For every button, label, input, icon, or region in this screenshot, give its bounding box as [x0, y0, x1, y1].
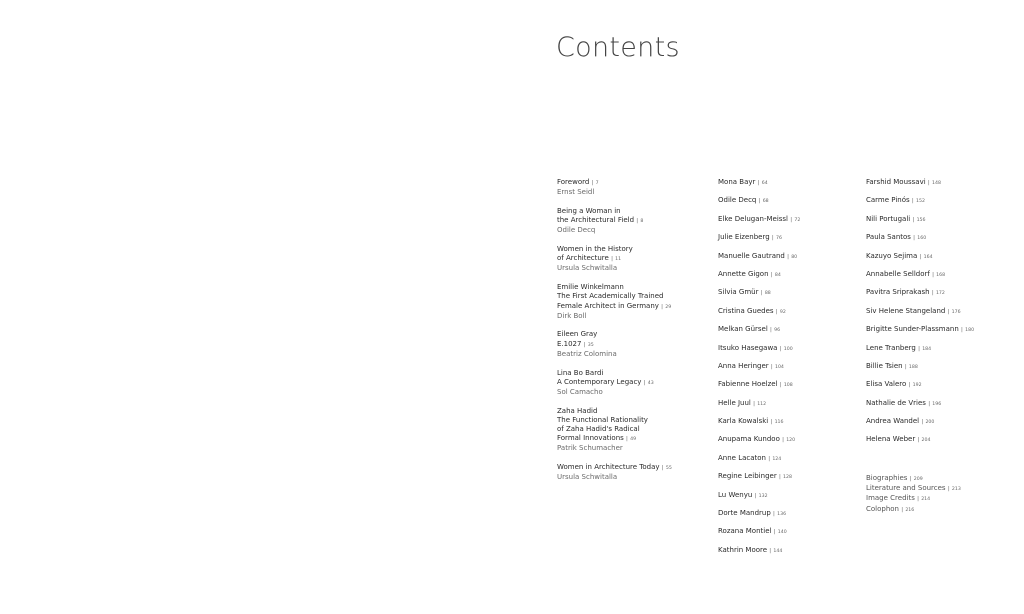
toc-entry[interactable] — [718, 233, 863, 251]
toc-entry[interactable] — [718, 417, 863, 435]
architect-name: Billie Tsien — [866, 361, 903, 370]
toc-entry[interactable] — [718, 509, 863, 527]
toc-entry[interactable] — [718, 472, 863, 490]
toc-entry[interactable] — [718, 215, 863, 233]
separator: | — [661, 303, 664, 310]
separator: | — [770, 363, 773, 370]
separator: | — [921, 419, 924, 426]
page-number: 108 — [783, 383, 793, 389]
page-number: 140 — [777, 530, 787, 536]
entry-title-line: Zaha Hadid — [557, 406, 598, 415]
separator: | — [775, 308, 778, 315]
page-number: 80 — [791, 254, 798, 260]
separator: | — [909, 476, 912, 482]
architect-name: Cristina Guedes — [718, 306, 774, 315]
page-number: 68 — [762, 199, 769, 205]
page-number: 184 — [922, 346, 932, 352]
entry-title-line: the Architectural Field — [557, 216, 635, 225]
separator: | — [947, 308, 950, 315]
page-number: 188 — [908, 364, 918, 370]
architect-name: Julie Eizenberg — [718, 233, 770, 242]
page-number: 124 — [772, 456, 782, 462]
page-number: 148 — [932, 181, 941, 186]
architect-name: Silvia Gmür — [718, 288, 759, 297]
page-number: 204 — [921, 438, 931, 444]
entry-title-line: Formal Innovations — [557, 434, 624, 443]
page-number: 76 — [775, 236, 782, 242]
page-number: 168 — [936, 272, 946, 278]
entry-title-line: Lina Bo Bardi — [557, 368, 604, 377]
entry-title-line: of Architecture — [557, 254, 609, 263]
toc-entry[interactable] — [866, 288, 1021, 306]
architect-name: Regine Leibinger — [718, 472, 777, 481]
toc-entry[interactable] — [718, 307, 863, 325]
architect-name: Anne Lacaton — [718, 453, 766, 462]
toc-entry[interactable] — [557, 207, 707, 236]
entry-author: Odile Decq — [557, 226, 596, 235]
page-number: 160 — [917, 236, 927, 242]
page-number: 144 — [773, 548, 783, 554]
separator: | — [931, 290, 934, 297]
architect-name: Odile Decq — [718, 196, 757, 205]
separator: | — [919, 253, 922, 260]
architect-name: Annette Gigon — [718, 269, 769, 278]
toc-entry[interactable] — [718, 362, 863, 380]
entry-title-line: Eileen Gray — [557, 330, 598, 339]
architect-name: Dorte Mandrup — [718, 509, 771, 518]
architect-name: Andrea Wandel — [866, 417, 920, 426]
entry-title-line: Female Architect in Germany — [557, 301, 659, 310]
toc-entry[interactable] — [866, 344, 1021, 362]
architect-name: Siv Helene Stangeland — [866, 306, 946, 315]
separator: | — [927, 180, 930, 186]
separator: | — [773, 511, 775, 518]
entry-title-line: The First Academically Trained — [557, 292, 664, 301]
entry-title-line: Women in the History — [557, 245, 633, 254]
separator: | — [636, 218, 639, 225]
entry-author: Beatriz Colomina — [557, 349, 617, 358]
toc-entry[interactable] — [557, 463, 707, 482]
architect-name: Pavitra Sriprakash — [866, 288, 930, 297]
architect-name: Itsuko Hasegawa — [718, 343, 778, 352]
separator: | — [611, 256, 613, 263]
page-number: 192 — [912, 383, 922, 389]
entry-author: Ursula Schwitalla — [557, 473, 618, 482]
separator: | — [626, 436, 628, 443]
page-number: 200 — [925, 420, 935, 426]
separator: | — [961, 327, 963, 334]
page-number: 128 — [783, 475, 792, 481]
toc-entry[interactable] — [718, 196, 863, 214]
essays-column — [557, 178, 707, 492]
separator: | — [760, 290, 763, 297]
separator: | — [753, 400, 755, 407]
separator: | — [901, 506, 904, 513]
back-matter-item[interactable] — [866, 494, 961, 504]
separator: | — [757, 180, 760, 186]
architect-name: Nathalie de Vries — [866, 398, 926, 407]
separator: | — [583, 341, 586, 348]
page-number: 64 — [761, 181, 768, 186]
architect-name: Helena Weber — [866, 435, 916, 444]
toc-entry[interactable] — [866, 380, 1021, 398]
architect-name: Annabelle Selldorf — [866, 269, 930, 278]
separator: | — [787, 253, 789, 260]
separator: | — [591, 180, 594, 186]
back-matter-name: Image Credits — [866, 494, 915, 503]
toc-entry[interactable] — [866, 325, 1021, 343]
toc-entry[interactable] — [718, 454, 863, 472]
page-number: 92 — [779, 309, 786, 315]
separator: | — [790, 216, 793, 223]
architect-name: Anupama Kundoo — [718, 435, 780, 444]
toc-entry[interactable] — [557, 245, 707, 274]
page-number: 136 — [777, 512, 787, 518]
separator: | — [913, 235, 916, 242]
separator: | — [779, 382, 782, 389]
separator: | — [904, 363, 907, 370]
toc-entry[interactable] — [718, 252, 863, 270]
separator: | — [911, 198, 914, 205]
toc-entry[interactable] — [718, 380, 863, 398]
architect-name: Lu Wenyu — [718, 490, 753, 499]
separator: | — [932, 271, 934, 278]
back-matter-item[interactable] — [866, 474, 961, 484]
architects-column-b — [866, 178, 1021, 454]
entry-title-line: A Contemporary Legacy — [557, 377, 642, 386]
separator: | — [770, 271, 773, 278]
architect-name: Elisa Valero — [866, 380, 907, 389]
page-number: 213 — [951, 487, 961, 493]
back-matter-item[interactable] — [866, 505, 961, 515]
architect-name: Manuelle Gautrand — [718, 251, 785, 260]
page-number: 35 — [587, 342, 594, 348]
separator: | — [947, 486, 950, 493]
page-number: 43 — [647, 380, 654, 386]
architects-column-a — [718, 178, 863, 564]
back-matter-list — [866, 474, 961, 515]
separator: | — [771, 235, 774, 242]
entry-title-line: E.1027 — [557, 339, 582, 348]
page-number: 176 — [951, 309, 961, 315]
entry-title-line: Foreword — [557, 178, 590, 186]
page-number: 214 — [921, 497, 931, 503]
page-number: 156 — [916, 217, 926, 223]
page-title: Contents — [556, 32, 680, 63]
page-number: 29 — [665, 304, 672, 310]
architect-name: Helle Juul — [718, 398, 751, 407]
separator: | — [661, 465, 664, 472]
toc-entry[interactable] — [557, 178, 707, 197]
architect-name: Karla Kowalski — [718, 417, 769, 426]
entry-author: Sol Camacho — [557, 387, 603, 396]
architect-name: Brigitte Sunder-Plassmann — [866, 325, 959, 334]
page-number: 88 — [764, 291, 771, 297]
page-number: 132 — [758, 493, 768, 499]
architect-name: Fabienne Hoelzel — [718, 380, 778, 389]
toc-entry[interactable] — [557, 283, 707, 321]
separator: | — [917, 437, 920, 444]
separator: | — [928, 400, 931, 407]
separator: | — [754, 492, 757, 499]
toc-entry[interactable] — [718, 288, 863, 306]
page-number: 96 — [774, 328, 781, 334]
back-matter-name: Biographies — [866, 474, 908, 482]
page-number: 104 — [774, 364, 784, 370]
architect-name: Farshid Moussavi — [866, 178, 926, 186]
toc-entry[interactable] — [718, 399, 863, 417]
toc-entry[interactable] — [557, 330, 707, 359]
toc-entry[interactable] — [718, 178, 863, 196]
toc-entry[interactable] — [557, 407, 707, 454]
page-number: 100 — [783, 346, 793, 352]
back-matter-name: Colophon — [866, 504, 899, 513]
separator: | — [908, 382, 911, 389]
back-matter-name: Literature and Sources — [866, 484, 946, 493]
toc-entry[interactable] — [718, 344, 863, 362]
entry-title-line: Being a Woman in — [557, 206, 621, 215]
separator: | — [768, 455, 771, 462]
separator: | — [917, 496, 919, 503]
page-number: 49 — [630, 437, 637, 443]
toc-entry[interactable] — [718, 325, 863, 343]
separator: | — [773, 529, 776, 536]
page-number: 196 — [932, 401, 942, 407]
architect-name: Mona Bayr — [718, 178, 756, 186]
page-number: 72 — [794, 217, 801, 223]
architect-name: Nili Portugali — [866, 214, 911, 223]
page-number: 84 — [774, 272, 781, 278]
separator: | — [918, 345, 920, 352]
toc-entry[interactable] — [866, 252, 1021, 270]
page-number: 11 — [615, 257, 622, 263]
toc-entry[interactable] — [866, 196, 1021, 214]
entry-author: Patrik Schumacher — [557, 444, 623, 453]
toc-entry[interactable] — [718, 546, 863, 564]
page-number: 120 — [786, 438, 796, 444]
architect-name: Lene Tranberg — [866, 343, 916, 352]
entry-title-line: Women in Architecture Today — [557, 463, 660, 472]
toc-entry[interactable] — [866, 362, 1021, 380]
toc-entry[interactable] — [718, 270, 863, 288]
separator: | — [769, 547, 772, 554]
toc-entry[interactable] — [718, 491, 863, 509]
separator: | — [770, 327, 772, 334]
toc-entry[interactable] — [866, 435, 1021, 453]
architect-name: Kathrin Moore — [718, 545, 768, 554]
entry-title-line: of Zaha Hadid's Radical — [557, 425, 640, 434]
separator: | — [779, 345, 782, 352]
architect-name: Anna Heringer — [718, 361, 769, 370]
toc-entry[interactable] — [866, 399, 1021, 417]
toc-entry[interactable] — [866, 215, 1021, 233]
toc-entry[interactable] — [866, 233, 1021, 251]
page-number: 164 — [923, 254, 933, 260]
page-number: 8 — [640, 219, 644, 225]
toc-entry[interactable] — [866, 178, 1021, 196]
toc-entry[interactable] — [557, 369, 707, 398]
page-number: 7 — [595, 181, 599, 186]
entry-author: Ernst Seidl — [557, 188, 595, 197]
architect-name: Melkan Gürsel — [718, 325, 768, 334]
architect-name: Elke Delugan-Meissl — [718, 214, 789, 223]
page-number: 172 — [935, 291, 945, 297]
page-number: 209 — [913, 477, 923, 482]
toc-entry[interactable] — [866, 307, 1021, 325]
separator: | — [770, 419, 773, 426]
architect-name: Rozana Montiel — [718, 527, 772, 536]
separator: | — [643, 379, 646, 386]
architect-name: Paula Santos — [866, 233, 911, 242]
page-number: 180 — [965, 328, 975, 334]
architect-name: Carme Pinós — [866, 196, 910, 205]
toc-entry[interactable] — [718, 527, 863, 545]
back-matter-item[interactable] — [866, 484, 961, 494]
architect-name: Kazuyo Sejima — [866, 251, 918, 260]
separator: | — [778, 474, 781, 481]
toc-entry[interactable] — [718, 435, 863, 453]
separator: | — [758, 198, 761, 205]
entry-author: Dirk Boll — [557, 311, 587, 320]
toc-entry[interactable] — [866, 417, 1021, 435]
page-number: 216 — [905, 507, 915, 513]
entry-author: Ursula Schwitalla — [557, 264, 618, 273]
page-number: 152 — [916, 199, 925, 205]
separator: | — [912, 216, 915, 223]
entry-title-line: Emilie Winkelmann — [557, 283, 624, 292]
page-number: 55 — [665, 466, 672, 472]
page-number: 112 — [757, 401, 767, 407]
entry-title-line: The Functional Rationality — [557, 415, 648, 424]
separator: | — [782, 437, 784, 444]
page-number: 116 — [774, 420, 784, 426]
toc-entry[interactable] — [866, 270, 1021, 288]
